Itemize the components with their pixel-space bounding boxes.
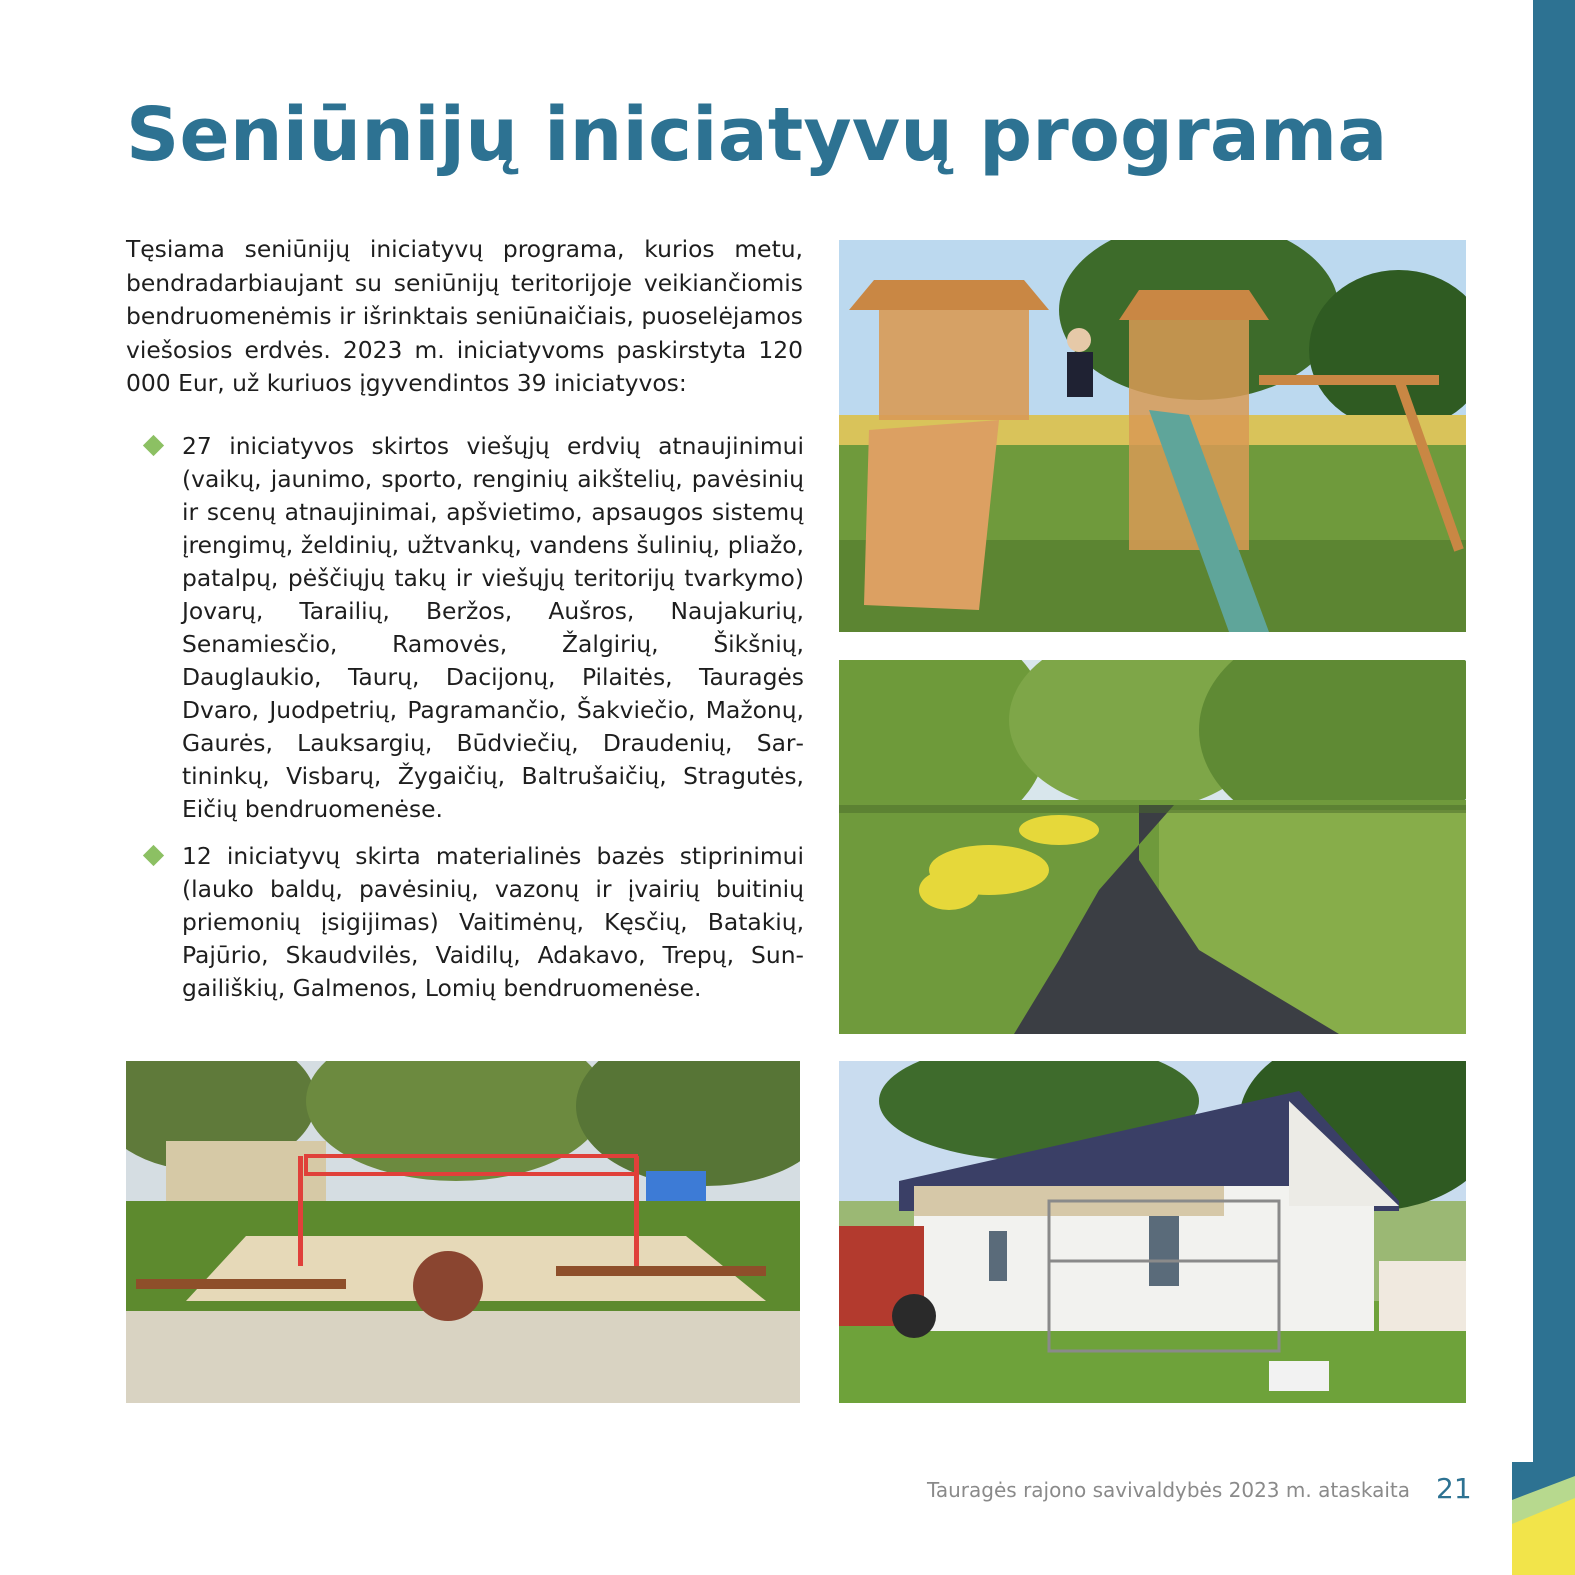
page-number: 21 <box>1436 1472 1472 1505</box>
list-item-text: 27 iniciatyvos skirtos viešųjų erdvių atnaujinimui (vaikų, jaunimo, sporto, renginių aikštelių, pavėsinių ir scenų atnaujinimai, apšvietimo, apsaugos sistemų įrengimų, želdinių, užtvankų, vandens šulinių, pliažo, patalpų, pėščiųjų takų ir viešųjų teritorijų tvarkymo) Jovarų, Tarailių, Beržos, Aušros, Naujakurių, Senamiesčio, Ramovės, Žalgirių, Šikšnių, Dauglaukio, Taurų, Dacijonų, Pilaitės, Tauragės Dvaro, Juodpetrių, Pagramančio, Šakviečio, Mažonų, Gaurės, Lauksargių, Būdviečių, Draudenių, Sartininkų, Visbarų, Žygaičių, Baltrušaičių, Stragutės, Eičių bendruomenėse. <box>182 432 804 823</box>
footer-report-title: Tauragės rajono savivaldybės 2023 m. ataskaita <box>926 1478 1410 1502</box>
park-path-photo <box>839 660 1466 1034</box>
corner-decoration <box>1512 1462 1575 1575</box>
diamond-bullet-icon <box>143 845 164 866</box>
side-accent-bar <box>1533 0 1575 1575</box>
list-item-text: 12 iniciatyvų skirta materialinės bazės stiprinimui (lauko baldų, pavėsinių, vazonų ir įvairių buitinių priemonių įsigijimas) Vaitimėnų, Kęsčių, Batakių, Pajūrio, Skaudvilės, Vaidilų, Adakavo, Trepų, Sungailiškių, Galmenos, Lomių bendruomenėse. <box>182 842 804 1002</box>
diamond-bullet-icon <box>143 435 164 456</box>
page-title: Seniūnijų iniciatyvų programa <box>126 92 1388 178</box>
playground-photo <box>839 240 1466 632</box>
building-renovation-photo <box>839 1061 1466 1403</box>
list-item <box>140 430 804 826</box>
initiatives-list <box>140 430 804 1019</box>
volleyball-court-photo <box>126 1061 800 1403</box>
intro-paragraph: Tęsiama seniūnijų iniciatyvų programa, kurios metu, bendradarbiaujant su seniūnijų teritorijoje veikiančiomis bendruomenėmis ir išrinktais seniūnaičiais, puoselėjamos viešosios erdvės. 2023 m. iniciatyvoms paskirstyta 120 000 Eur, už kuriuos įgyvendintos 39 iniciatyvos: <box>126 235 803 397</box>
list-item <box>140 840 804 1005</box>
